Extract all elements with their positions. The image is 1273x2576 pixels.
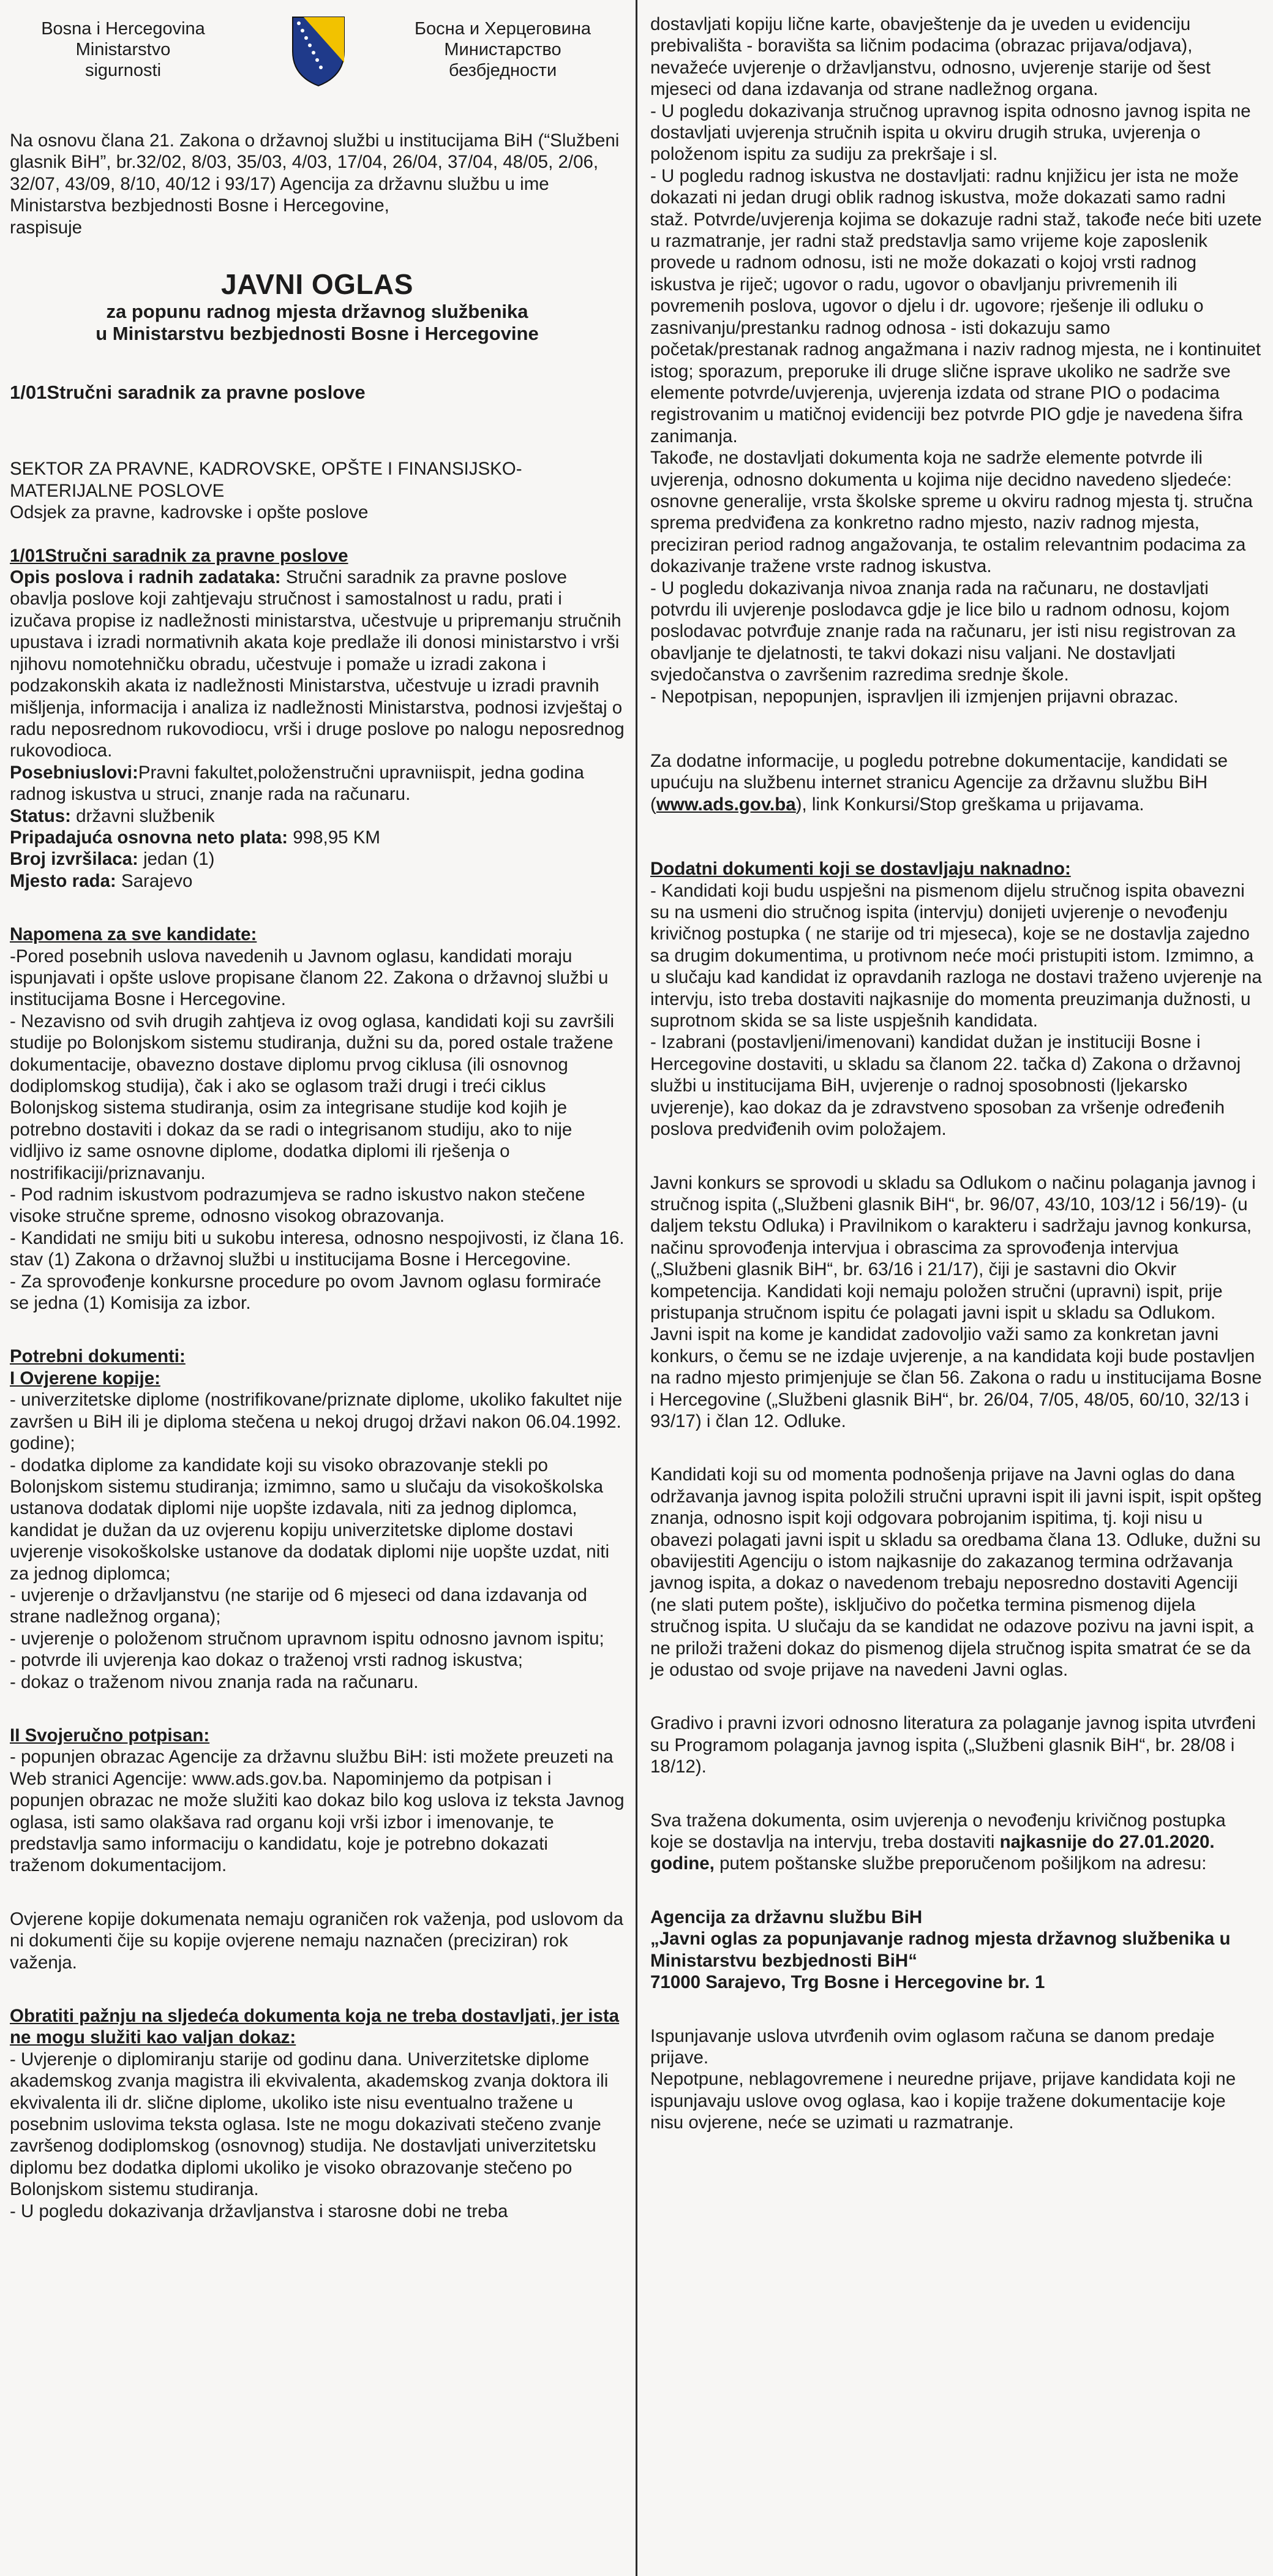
additional-heading: Dodatni dokumenti koji se dostavljaju naknadno: (650, 859, 1071, 879)
sector-name: SEKTOR ZA PRAVNE, KADROVSKE, OPŠTE I FINANSIJSKO-MATERIJALNE POSLOVE (10, 459, 522, 501)
intro-paragraph: Na osnovu člana 21. Zakona o državnoj službi u institucijama BiH (“Službeni glasnik BiH”, br.32/02, 8/03, 35/03, 4/03, 17/04, 26/04, 37/04, 48/05, 2/06, 32/07, 43/09, 8/10, 40/12 i 93/17) Agencija za državnu službu u ime Ministarstva bezbjednosti Bosne i Hercegovine, (10, 130, 620, 216)
ministry-name-cyrillic: Босна и Херцеговина Министарство безбједности (415, 19, 591, 80)
attention-item: - U pogledu dokazivanja stručnog upravnog ispita odnosno javnog ispita ne dostavljati uvjerenja stručnih ispita u okviru drugih struka, uvjerenja o položenom ispitu za sudiju za prekršaje i sl. (650, 100, 1251, 165)
attention-item-cont: dostavljati kopiju lične karte, obavještenje da je uveden u evidenciju prebivališta - boravišta sa ličnim podacima (obrazac prijava/odjava), nevažeće uvjerenje o državljanstvu, odnosno, uvjerenje starije od šest mjeseci od dana izdavanja od strane nadležnog organa. (650, 14, 1211, 100)
attention-item: - U pogledu dokazivanja državljanstva i starosne dobi ne treba (10, 2201, 508, 2221)
info-paragraph: Za dodatne informacije, u pogledu potrebne dokumentacije, kandidati se upućuju na službenu internet stranicu Agencije za državnu službu BiH (www.ads.gov.ba), link Konkursi/Stop greškama u prijavama. (650, 751, 1228, 815)
ads-website-link[interactable]: www.ads.gov.ba (656, 794, 796, 815)
note-heading: Napomena za sve kandidate: (10, 924, 257, 945)
attention-item: - Uvjerenje o diplomiranju starije od godinu dana. Univerzitetske diplome akademskog zvanja magistra ili ekvivalenta, akademskog zvanja doktora ili ekvivalenta ili dr. slične diplome, ukoliko iste nisu eventualno tražene u posebnim uslovima teksta oglasa. Iste ne mogu dokazivati stečeno zvanje završenog dodiplomskog (osnovnog) studija. Ne dostavljati univerzitetsku diplomu bez dodatka diplomi ukoliko je visoko obrazovanje stečeno po Bolonjskom sistemu studiranja. (10, 2049, 609, 2200)
docs-item: - dokaz o traženom nivou znanja rada na računaru. (10, 1671, 419, 1692)
exam-paragraph-1: Javni konkurs se sprovodi u skladu sa Odlukom o načinu polaganja javnog i stručnog ispita („Službeni glasnik BiH“, br. 96/07, 43/10, 103/12 i 56/19)- (u daljem tekstu Odluka) i Pravilnikom o karakteru i sadržaju javnog konkursa, načinu sprovođenja intervjua i obrascima za sprovođenja intervjua („Službeni glasnik BiH“, br. 63/16 i 21/17), čiji je sastavni dio Okvir kompetencija. Kandidati koji nemaju položen stručni (upravni) ispit, prije pristupanja stručnom ispitu će polagati javni ispit u skladu sa Odlukom. Javni ispit na kome je kandidat zadovoljio važi samo za konkretan javni konkurs, o čemu se ne izdaje uvjerenje, a na kandidata koji bude postavljen na radno mjesto primjenjuje se član 56. Zakona o radu u institucijama Bosne i Hercegovine („Službeni glasnik BiH“, br. 26/04, 7/05, 48/05, 60/10, 32/13 i 93/17) i član 12. Odluke. (650, 1172, 1262, 1431)
attention-item: - U pogledu dokazivanja nivoa znanja rada na računaru, ne dostavljati potvrdu ili uvjerenje poslodavca gdje je lice bilo u radnom odnosu, kojom poslodavac potvrđuje znanje rada na računaru, jer isti nisu registrovan za obavljanje te djelatnosti, te takvi dokazi nisu valjani. Ne dostavljati svjedočanstva o završenim razredima srednje škole. (650, 578, 1236, 685)
docs-item: - uvjerenje o državljanstvu (ne starije od 6 mjeseci od dana izdavanja od strane nadležnog organa); (10, 1584, 587, 1627)
coat-of-arms-icon (290, 15, 347, 87)
docs-sub2: II Svojeručno potpisan: (10, 1725, 210, 1746)
left-column (10, 13, 625, 2222)
additional-item: - Kandidati koji budu uspješni na pismenom dijelu stručnog ispita obavezni su na usmeni dio stručnog ispita (intervju) donijeti uvjerenje o nevođenju krivičnog postupka ( ne starije od tri mjeseca), koje se ne dostavlja zajedno sa drugim dokumentima, u protivnom neće moći pristupiti istom. Izmimno, a u slučaju kad kandidat iz opravdanih razloga ne dostavi traženo uvjerenje na intervju, isto treba dostaviti najkasnije do momenta preuzimanja dužnosti, u suprotnom skida se sa liste uspješnih kandidata. (650, 880, 1262, 1031)
docs-sub1: I Ovjerene kopije: (10, 1368, 160, 1388)
note-item: - Pod radnim iskustvom podrazumjeva se radno iskustvo nakon stečene visoke stručne spreme, odnosno visokog obrazovanja. (10, 1184, 585, 1227)
additional-item: - Izabrani (postavljeni/imenovani) kandidat dužan je instituciji Bosne i Hercegovine dostaviti, u skladu sa članom 22. tačka d) Zakona o državnoj službi u institucijama BiH, uvjerenje o radnoj sposobnosti (ljekarsko uvjerenje), kao dokaz da je zdravstveno sposoban za vršenje određenih poslova predviđenih ovim položajem. (650, 1032, 1241, 1140)
status-line: Status: državni službenik (10, 805, 215, 826)
note-item: - Kandidati ne smiju biti u sukobu interesa, odnosno nespojivosti, iz člana 16. stav (1) Zakona o državnoj službi u institucijama Bosne i Hercegovine. (10, 1227, 625, 1270)
docs-heading: Potrebni dokumenti: (10, 1346, 186, 1367)
address-line-3: 71000 Sarajevo, Trg Bosne i Hercegovine br. 1 (650, 1972, 1045, 1993)
note-item: - Za sprovođenje konkursne procedure po ovom Javnom oglasu formiraće se jedna (1) Komisija za izbor. (10, 1271, 601, 1314)
docs-signed-form: - popunjen obrazac Agencije za državnu službu BiH: isti možete preuzeti na Web stranici Agencije: www.ads.gov.ba. Napominjemo da potpisan i popunjen obrazac ne može služiti kao dokaz bilo kog uslova iz teksta Javnog oglasa, isti samo olakšava rad organu koji vrši izbor i imenovanje, te predstavlja samo informaciju o kandidatu, koje je potrebno dokazati traženom dokumentacijom. (10, 1747, 625, 1876)
column-divider (636, 0, 637, 2576)
executors-line: Broj izvršilaca: jedan (1) (10, 849, 215, 870)
docs-item: - univerzitetske diplome (nostrifikovane/priznate diplome, ukoliko fakultet nije završen u BiH ili je diploma stečena u nekoj drugoj državi nakon 06.04.1992. godine); (10, 1390, 623, 1454)
raspisuje-text: raspisuje (10, 217, 83, 238)
ministry-header (10, 13, 625, 105)
place-line: Mjesto rada: Sarajevo (10, 870, 193, 891)
attention-item: Takođe, ne dostavljati dokumenta koja ne sadrže elemente potvrde ili uvjerenja, odnosno dokumenta u kojima nije decidno navedeno sljedeće: osnovne generalije, vrsta školske spreme u okviru radnog mjesta tj. stručna sprema predviđena za konkretno radno mjesto, naziv radnog mjesta, preciziran period radnog angažovanja, te ostalim relevantnim podacima za dokazivanje tražene vrste radnog iskustva. (650, 448, 1253, 577)
position-heading: 1/01Stručni saradnik za pravne poslove (10, 382, 366, 404)
ministry-name-latin: Bosna i Hercegovina Ministarstvo sigurnosti (41, 19, 205, 80)
position-title: 1/01Stručni saradnik za pravne poslove (10, 545, 348, 566)
title-subtitle-1: za popunu radnog mjesta državnog službenika (106, 301, 528, 323)
special-conditions: Posebniuslovi:Pravni fakultet,položenstručni upravniispit, jedna godina radnog iskustva u struci, znanje rada na računaru. (10, 762, 584, 805)
page-title: JAVNI OGLAS (221, 268, 413, 301)
title-subtitle-2: u Ministarstvu bezbjednosti Bosne i Hercegovine (96, 323, 539, 345)
title-block (10, 268, 625, 345)
note-item: - Nezavisno od svih drugih zahtjeva iz ovog oglasa, kandidati koji su završili studije po Bolonjskom sistemu studiranja, dužni su da, pored ostale tražene dokumentacije, obavezno dostave diplomu prvog ciklusa (ili osnovnog dodiplomskog studija), čak i ako se oglasom traži drugi i treći ciklus Bolonjskog sistema studiranja, osim za integrisane studije kod kojih je potrebno dostaviti i dokaz da se radi o integrisanom studiju, ako to nije vidljivo iz same osnovne diplome, dodatka diplomi ili rješenja o nostrifikaciji/priznavanju. (10, 1011, 615, 1183)
sector-unit: Odsjek za pravne, kadrovske i opšte poslove (10, 502, 369, 523)
address-line-2: „Javni oglas za popunjavanje radnog mjesta državnog službenika u Ministarstvu bezbjednosti BiH“ (650, 1929, 1231, 1971)
attention-item: - Nepotpisan, nepopunjen, ispravljen ili izmjenjen prijavni obrazac. (650, 686, 1179, 707)
deadline-paragraph: Sva tražena dokumenta, osim uvjerenja o nevođenju krivičnog postupka koje se dostavlja na intervju, treba dostaviti najkasnije do 27.01.2020. godine, putem poštanske službe preporučenom pošiljkom na adresu: (650, 1810, 1226, 1874)
attention-heading: Obratiti pažnju na sljedeća dokumenta koja ne treba dostavljati, jer ista ne mogu služiti kao valjan dokaz: (10, 2006, 620, 2048)
salary-line: Pripadajuća osnovna neto plata: 998,95 KM (10, 827, 380, 848)
attention-item: - U pogledu radnog iskustva ne dostavljati: radnu knjižicu jer ista ne može dokazati ni jedan drugi oblik radnog iskustva, može dokazati samo radni staž. Potvrde/uvjerenja kojima se dokazuje radni staž, takođe neće biti uzete u razmatranje, jer radni staž predstavlja samo vrijeme koje zaposlenik provede u radnom odnosu, isti ne može dokazati o kojoj vrsti radnog iskustva je riječ; ugovor o radu, ugovor o obavljanju privremenih ili povremenih poslova, ugovor o djelu i dr. ugovore; rješenje ili odluku o zasnivanju/prestanku radnog odnosa - isti dokazuju samo početak/prestanak radnog angažmana i naziv radnog mjesta, ne i kontinuitet istog; sporazum, preporuke ili druge slične isprave ukoliko ne sadrže sve elemente potvrde/uvjerenja, uvjerenja izdata od strane PIO o podacima registrovanim u matičnoj evidenciji bez potvrde PIO gdje je navedena šifra zanimanja. (650, 165, 1262, 446)
docs-item: - potvrde ili uvjerenja kao dokaz o traženoj vrsti radnog iskustva; (10, 1650, 523, 1671)
exam-paragraph-3: Gradivo i pravni izvori odnosno literatura za polaganje javnog ispita utvrđeni su Programom polaganja javnog ispita („Službeni glasnik BiH“, br. 28/08 i 18/12). (650, 1713, 1256, 1777)
docs-validity: Ovjerene kopije dokumenata nemaju ograničen rok važenja, pod uslovom da ni dokumenti čije su kopije ovjerene nemaju naznačen (preciziran) rok važenja. (10, 1908, 623, 1973)
exam-paragraph-2: Kandidati koji su od momenta podnošenja prijave na Javni oglas do dana održavanja javnog ispita položili stručni upravni ispit ili javni ispit, ispit opštеg znanja, odnosno ispit koji odgovara pobrojanim ispitima, tj. koji nisu u obavezi polagati javni ispit u skladu sa oredbama člana 13. Odluke, dužni su obavijestiti Agenciju o istom najkasnije do zakazanog termina održavanja javnog ispita, a dokaz o navedenom trebaju neposredno dostaviti Agenciji (ne slati putem pošte), isključivo do početka termina pismenog dijela stručnog ispita. U slučaju da se kandidat ne odazove pozivu na javni ispit, a ne priloži traženi dokaz do pismenog dijela stručnog ispita smatrat će se da je odustao od svoje prijave na navedeni Javni oglas. (650, 1464, 1262, 1681)
closing-paragraph-1: Ispunjavanje uslova utvrđenih ovim oglasom računa se danom predaje prijave. (650, 2025, 1215, 2068)
docs-item: - uvjerenje o položenom stručnom upravnom ispitu odnosno javnom ispitu; (10, 1628, 604, 1649)
right-column (650, 13, 1263, 2134)
duties-paragraph: Opis poslova i radnih zadataka: Stručni saradnik za pravne poslove obavlja poslove koji zahtjevaju stručnost i samostalnost u radu, prati i izučava propise iz nadležnosti ministarstva, učestvuje u pripremanju stručnih upustava i izradi normativnih akata koje predlaže ili donosi ministarstvo i vrši njihovu nomotehničku obradu, učestvuje i pomaže u izradi zakona i podzakonskih akata iz nadležnosti Ministarstva, učestvuje u izradi pravnih mišljenja, informacija i analiza iz nadležnosti Ministarstva, podnosi izvještaj o radu neposrednom rukovodiocu, vrši i druge poslove po nalogu neposrednog rukovodioca. (10, 567, 625, 761)
closing-paragraph-2: Nepotpune, neblagovremene i neuredne prijave, prijave kandidata koji ne ispunjavaju uslove ovog oglasa, kao i kopije tražene dokumentacije koje nisu ovjerene, neće se uzimati u razmatranje. (650, 2069, 1236, 2133)
docs-item: - dodatka diplome za kandidate koji su visoko obrazovanje stekli po Bolonjskom sistemu studiranja; izmimno, samo u slučaju da visokoškolska ustanova dodatak diplomi nije uopšte izdavala, niti za jednog diplomca, kandidat je dužan da uz ovjerenu kopiju univerzitetske diplome dostavi uvjerenje visokoškolske ustanove da dodatak diplomi nije uopšte uzdat, niti za jednog diplomca; (10, 1455, 610, 1584)
address-line-1: Agencija za državnu službu BiH (650, 1907, 923, 1927)
note-item: -Pored posebnih uslova navedenih u Javnom oglasu, kandidati moraju ispunjavati i opšte uslove propisane članom 22. Zakona o državnoj službi u institucijama Bosne i Hercegovine. (10, 946, 609, 1010)
